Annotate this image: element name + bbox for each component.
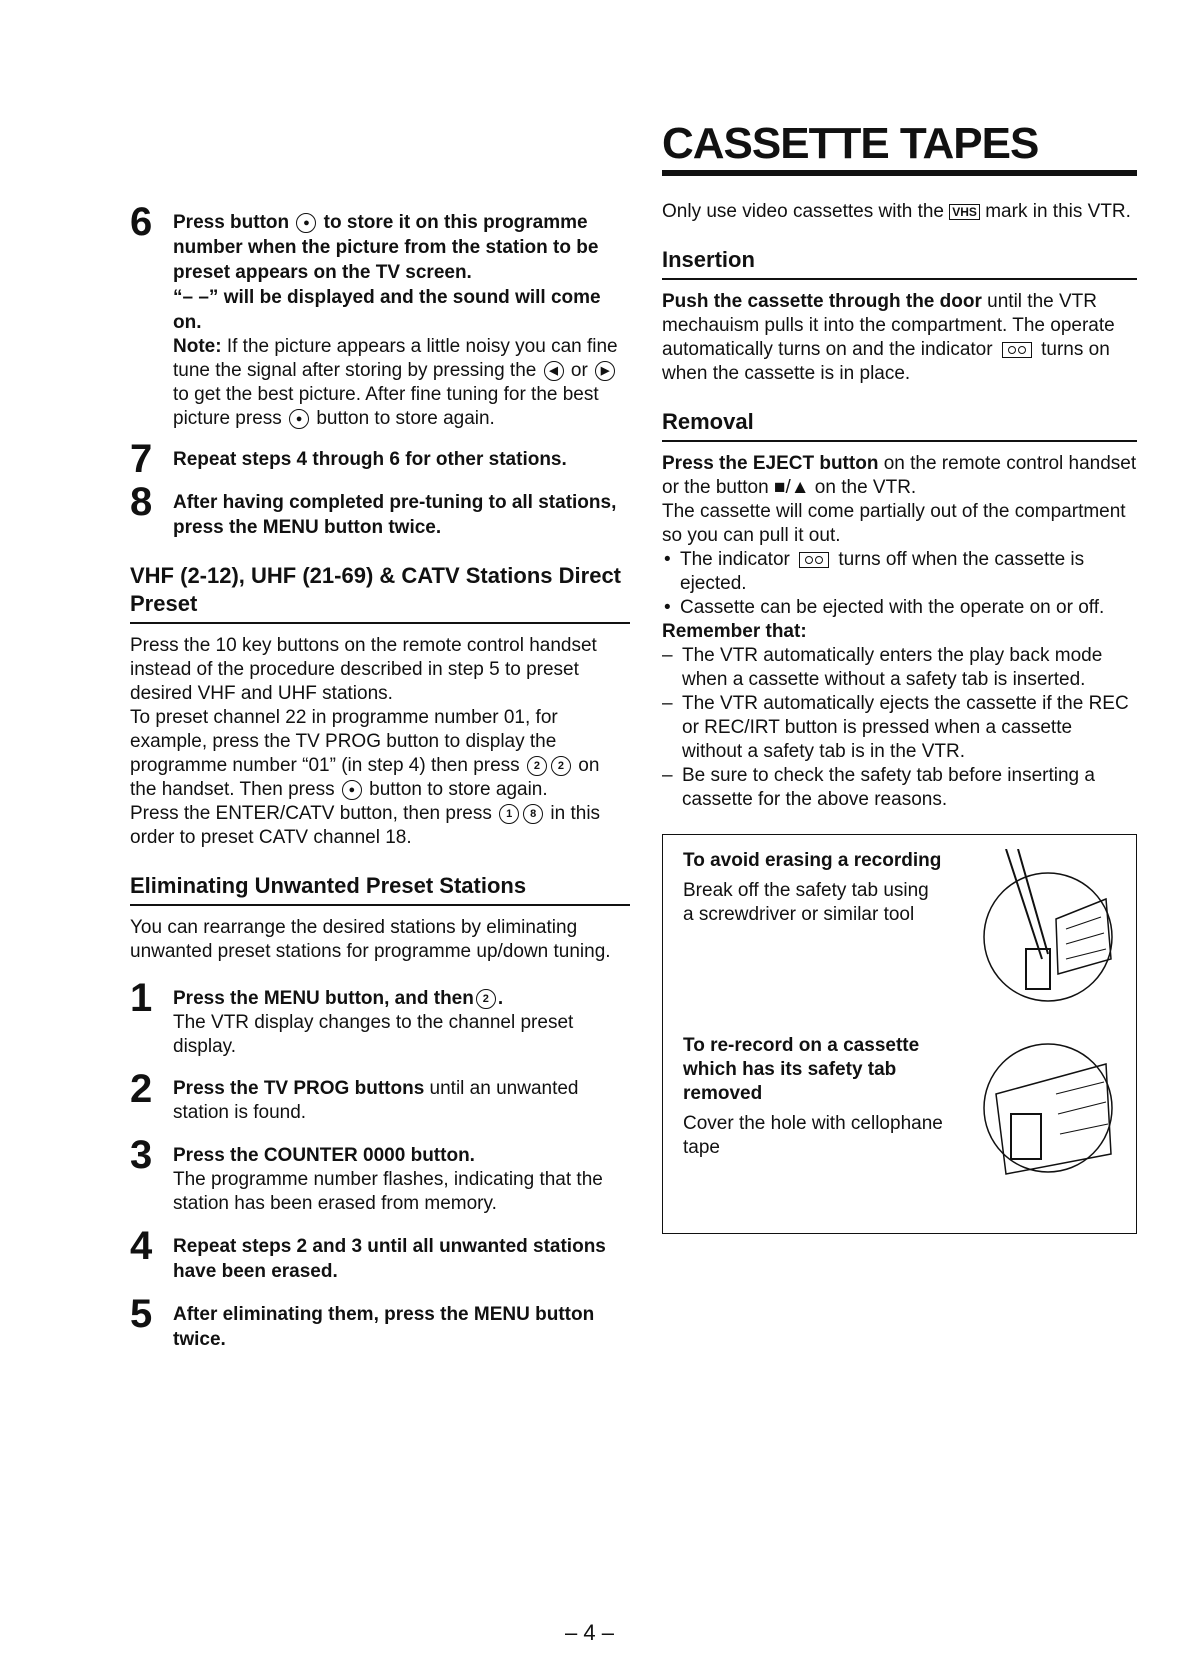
intro-b: mark in this VTR. (979, 201, 1131, 222)
removal-text-a: on the remote control handset or the button (662, 453, 1137, 498)
step-6-text-b: to store it on this programme number when the picture from the station to be preset appears on the TV screen. (173, 212, 599, 283)
para-3-b: in this order to preset CATV channel 18. (130, 803, 601, 848)
right-column (662, 120, 1137, 1234)
cassette-indicator-icon (799, 552, 829, 568)
remember-label: Remember that: (662, 621, 807, 642)
re-record-block (683, 1034, 1116, 1219)
cassette-indicator-icon (1002, 342, 1032, 358)
eliminate-title: Eliminating Unwanted Preset Stations (130, 872, 630, 906)
para-2-d: button to store again. (363, 779, 548, 800)
direct-preset-para-2 (130, 706, 630, 802)
direct-preset-para-3 (130, 802, 630, 850)
programme-number-display: 01 (308, 755, 330, 776)
step-number: 7 (130, 437, 153, 481)
note-text-b: to get the best picture. After fine tuning for the best picture press (173, 384, 599, 429)
insertion-bold: Push the cassette through the door (662, 291, 982, 312)
eliminate-step-5-text: After eliminating them, press the MENU button twice. (173, 1304, 595, 1350)
key-2-icon: 2 (551, 756, 571, 776)
step-number: 5 (130, 1292, 153, 1336)
re-record-body: Cover the hole with cellophane tape (683, 1113, 943, 1158)
intro-a: Only use video cassettes with the (662, 201, 950, 222)
para-3-a: Press the ENTER/CATV button, then press (130, 803, 498, 824)
avoid-erasing-title: To avoid erasing a recording (683, 850, 942, 871)
eliminate-step-1: 1 Press the MENU button, and then 2 . The VTR display changes to the channel preset display. (130, 986, 630, 1059)
rewind-icon: ◀ (544, 361, 564, 381)
step-6 (130, 200, 630, 431)
removal-text-b: on the VTR. (809, 477, 917, 498)
eliminate-step-4-text: Repeat steps 2 and 3 until all unwanted stations have been erased. (173, 1236, 606, 1282)
step-8 (130, 480, 630, 540)
step-6-note (173, 335, 630, 431)
eliminate-step-1-text: Press the MENU button, and then (173, 988, 474, 1009)
remember-item-3: – Be sure to check the safety tab before inserting a cassette for the above reasons. (662, 764, 1137, 812)
page-number: – 4 – (565, 1620, 614, 1645)
eliminate-step-3 (130, 1133, 630, 1216)
note-label: Note: (173, 336, 222, 357)
key-1-icon: 1 (499, 804, 519, 824)
screwdriver-illustration-icon (966, 849, 1116, 1009)
cassette-intro (662, 200, 1137, 224)
para-2-a: To preset channel 22 in programme number 01, for example, press the TV PROG button to display the programme number “ (130, 707, 558, 776)
forward-icon: ▶ (595, 361, 615, 381)
remember-item-1: – The VTR automatically enters the play back mode when a cassette without a safety tab is inserted. (662, 644, 1137, 692)
removal-bullet-1 (662, 548, 1137, 596)
key-2-icon: 2 (527, 756, 547, 776)
note-text-c: button to store again. (311, 408, 495, 429)
eliminate-step-1-sub: The VTR display changes to the channel preset display. (173, 1012, 574, 1057)
store-button-icon: ● (342, 780, 362, 800)
direct-preset-title: VHF (2-12), UHF (21-69) & CATV Stations Direct Preset (130, 562, 630, 624)
insertion-body (662, 290, 1137, 386)
step-7-text: Repeat steps 4 through 6 for other stations. (173, 449, 567, 470)
step-6-text-a: Press button (173, 212, 295, 233)
note-text-a: If the picture appears a little noisy you can fine tune the signal after storing by pressing the (173, 336, 618, 381)
store-button-icon: ● (289, 409, 309, 429)
eliminate-step-3-sub: The programme number flashes, indicating that the station has been erased from memory. (173, 1169, 603, 1214)
eliminate-step-2-bold: Press the TV PROG buttons (173, 1078, 425, 1099)
avoid-erasing-block (683, 849, 1116, 1034)
eliminate-step-3-text: Press the COUNTER 0000 button. (173, 1145, 475, 1166)
eliminate-step-2 (130, 1067, 630, 1125)
bullet-1-a: The indicator (680, 549, 796, 570)
remember-item-2: – The VTR automatically ejects the cassette if the REC or REC/IRT button is pressed when a cassette without a safety tab is in the VTR. (662, 692, 1137, 764)
eliminate-step-4 (130, 1224, 630, 1284)
step-number: 3 (130, 1133, 153, 1177)
left-column (130, 200, 630, 1364)
para-2-b: ” (in step 4) then press (329, 755, 525, 776)
cassette-tape-illustration-icon (966, 1034, 1116, 1194)
step-number: 6 (130, 200, 153, 244)
store-button-icon: ● (296, 213, 316, 233)
direct-preset-body (130, 634, 630, 850)
eject-icon: ■/▲ (773, 477, 810, 498)
page-title: CASSETTE TAPES (662, 120, 1137, 176)
safety-tab-box (662, 834, 1137, 1234)
eliminate-intro: You can rearrange the desired stations by eliminating unwanted preset stations for programme up/down tuning. (130, 917, 611, 962)
removal-text-c: The cassette will come partially out of the compartment so you can pull it out. (662, 501, 1126, 546)
step-6-display-note: “– –” will be displayed and the sound will come on. (173, 287, 601, 333)
direct-preset-para-1: Press the 10 key buttons on the remote control handset instead of the procedure described in step 5 to preset desired VHF and UHF stations. (130, 635, 597, 704)
removal-body (662, 452, 1137, 812)
removal-bold: Press the EJECT button (662, 453, 879, 474)
step-8-text: After having completed pre-tuning to all stations, press the MENU button twice. (173, 492, 617, 538)
removal-bullet-2: • Cassette can be ejected with the operate on or off. (662, 596, 1137, 620)
note-or: or (565, 360, 594, 381)
insertion-text-b: turns on when the cassette is in place. (662, 339, 1110, 384)
vhs-logo-icon: VHS (949, 204, 980, 220)
step-number: 2 (130, 1067, 153, 1111)
insertion-title: Insertion (662, 246, 1137, 280)
step-number: 1 (130, 976, 153, 1020)
eliminate-step-5 (130, 1292, 630, 1352)
removal-title: Removal (662, 408, 1137, 442)
bullet-1-b: turns off when the cassette is ejected. (680, 549, 1085, 594)
step-number: 4 (130, 1224, 153, 1268)
avoid-erasing-body: Break off the safety tab using a screwdriver or similar tool (683, 880, 929, 925)
re-record-title: To re-record on a cassette which has its safety tab removed (683, 1035, 920, 1104)
step-7 (130, 437, 630, 481)
key-8-icon: 8 (523, 804, 543, 824)
key-2-icon: 2 (476, 989, 496, 1009)
step-number: 8 (130, 480, 153, 524)
eliminate-step-2-rest: until an unwanted station is found. (173, 1078, 579, 1123)
para-2-c: on the handset. Then press (130, 755, 600, 800)
insertion-text-a: until the VTR mechauism pulls it into the compartment. The operate automatically turns on and the indicator (662, 291, 1115, 360)
